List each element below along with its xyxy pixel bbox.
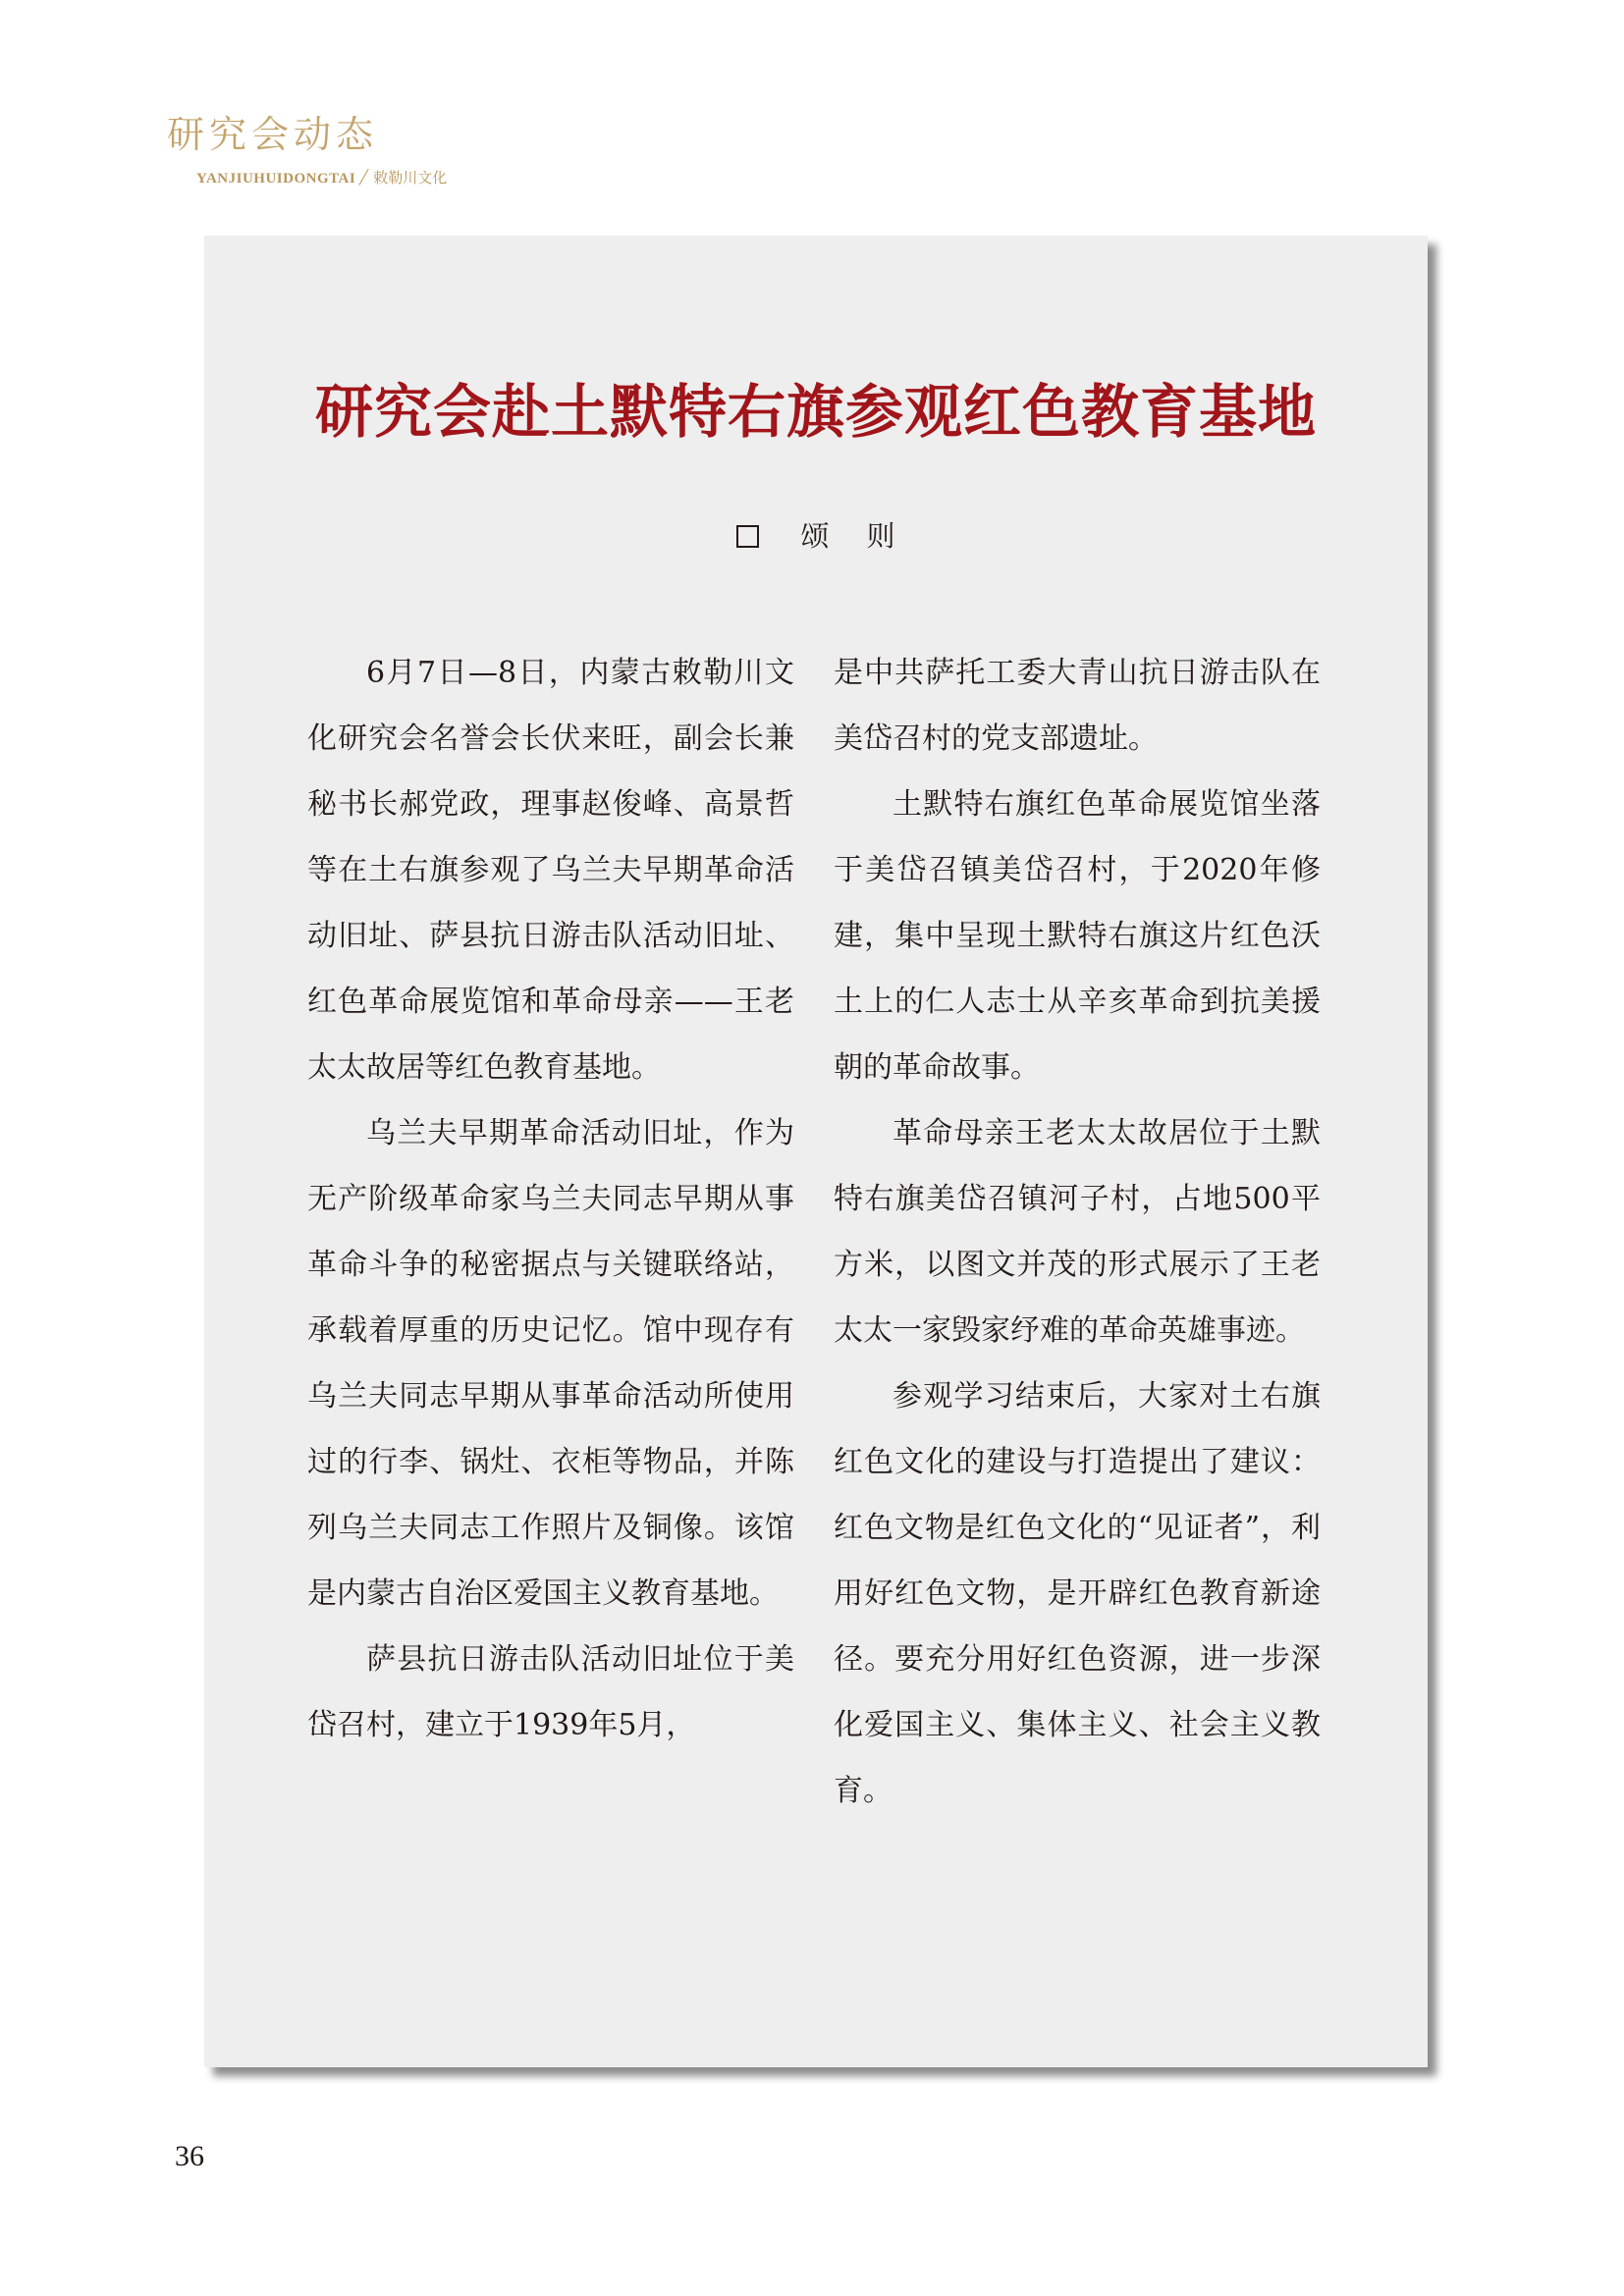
paragraph: 土默特右旗红色革命展览馆坐落于美岱召镇美岱召村，于2020年修建，集中呈现土默特右旗这片红色沃土上的仁人志士从辛亥革命到抗美援朝的革命故事。 bbox=[834, 787, 1321, 1085]
slash-divider-icon bbox=[357, 169, 371, 185]
paragraph-continuation: 是中共萨托工委大青山抗日游击队在美岱召村的党支部遗址。 bbox=[834, 656, 1321, 756]
paragraph: 萨县抗日游击队活动旧址位于美岱召村，建立于1939年5月， bbox=[307, 1642, 794, 1742]
paragraph: 参观学习结束后，大家对土右旗红色文化的建设与打造提出了建议：红色文物是红色文化的“见证者”，利用好红色文物，是开辟红色教育新途径。要充分用好红色资源，进一步深化爱国主义、集体主义、社会主义教育。 bbox=[834, 1379, 1321, 1808]
article-title: 研究会赴土默特右旗参观红色教育基地 bbox=[314, 378, 1317, 446]
paragraph: 乌兰夫早期革命活动旧址，作为无产阶级革命家乌兰夫同志早期从事革命斗争的秘密据点与关键联络站，承载着厚重的历史记忆。馆中现存有乌兰夫同志早期从事革命活动所使用过的行李、锅灶、衣柜等物品，并陈列乌兰夫同志工作照片及铜像。该馆是内蒙古自治区爱国主义教育基地。 bbox=[307, 1116, 794, 1611]
running-header bbox=[167, 113, 448, 187]
section-title: 研究会动态 bbox=[167, 113, 379, 156]
author-name: 颂则 bbox=[800, 519, 933, 553]
magazine-name: 敕勒川文化 bbox=[373, 169, 448, 187]
page-number: 36 bbox=[175, 2140, 204, 2172]
right-column bbox=[834, 640, 1321, 1824]
article-card bbox=[204, 236, 1428, 2067]
section-subtitle bbox=[196, 169, 447, 187]
paragraph: 革命母亲王老太太故居位于土默特右旗美岱召镇河子村，占地500平方米，以图文并茂的形式展示了王老太太一家毁家纾难的革命英雄事迹。 bbox=[834, 1116, 1321, 1348]
paragraph: 6月7日—8日，内蒙古敕勒川文化研究会名誉会长伏来旺，副会长兼秘书长郝党政，理事赵俊峰、高景哲等在土右旗参观了乌兰夫早期革命活动旧址、萨县抗日游击队活动旧址、红色革命展览馆和革命母亲——王老太太故居等红色教育基地。 bbox=[307, 656, 794, 1085]
left-column bbox=[307, 640, 794, 1758]
byline bbox=[204, 516, 1428, 556]
section-pinyin: YANJIUHUIDONGTAI bbox=[196, 171, 356, 187]
square-bullet-icon bbox=[736, 525, 759, 548]
